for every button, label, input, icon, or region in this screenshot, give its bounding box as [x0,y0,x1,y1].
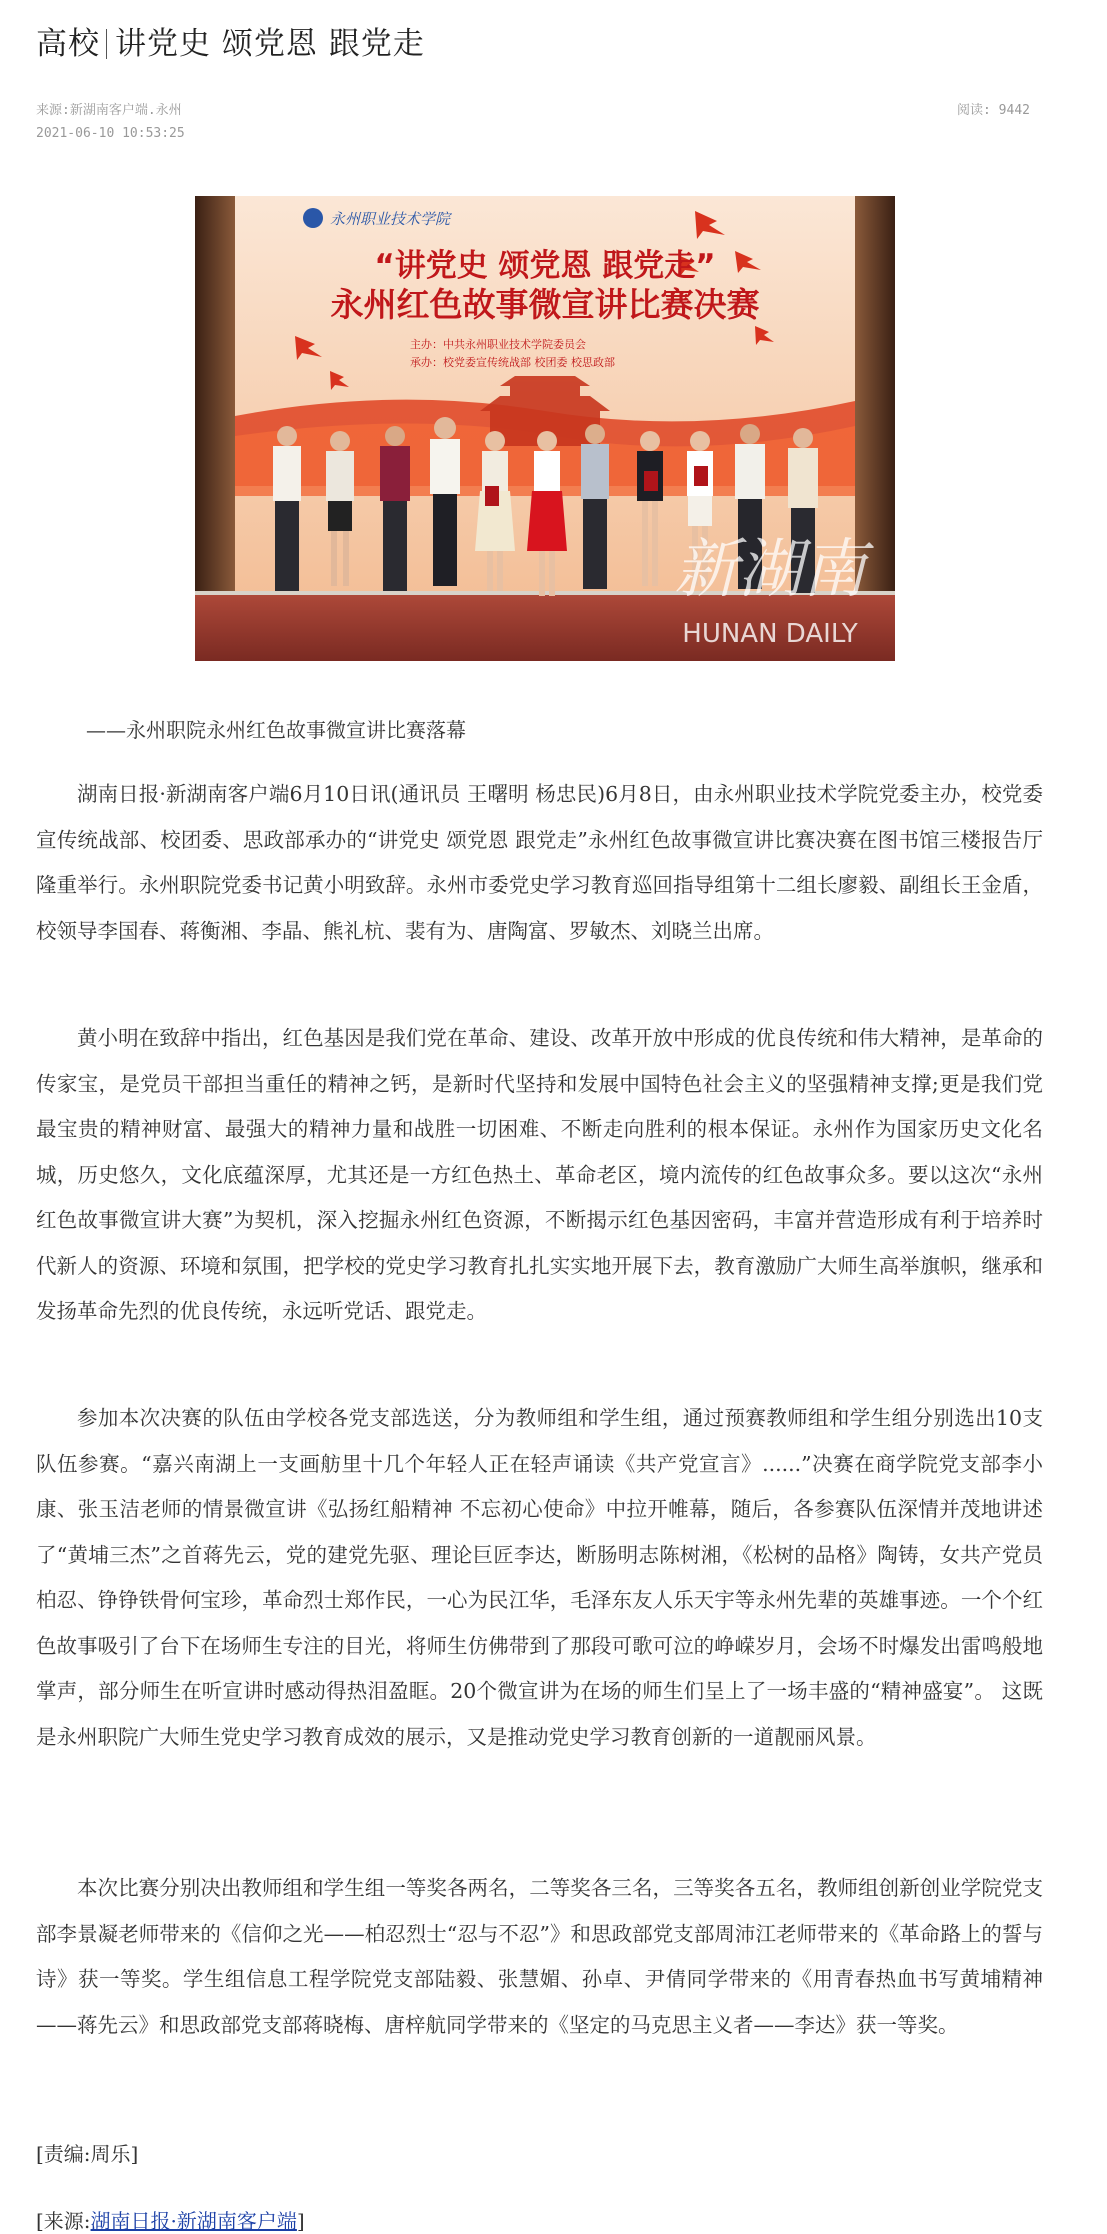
banner-line1: “讲党史 颂党恩 跟党走” [374,248,716,284]
paragraph-2: 黄小明在致辞中指出，红色基因是我们党在革命、建设、改革开放中形成的优良传统和伟大精神，是革命的传家宝，是党员干部担当重任的精神之钙，是新时代坚持和发展中国特色社会主义的坚强精神支撑;更是我们党最宝贵的精神财富、最强大的精神力量和战胜一切困难、不断走向胜利的根本保证。永州作为国家历史文化名城，历史悠久，文化底蕴深厚，尤其还是一方红色热土、革命老区，境内流传的红色故事众多。要以这次“永州红色故事微宣讲大赛”为契机，深入挖掘永州红色资源，不断揭示红色基因密码，丰富并营造形成有利于培养时代新人的资源、环境和氛围，把学校的党史学习教育扎扎实实地开展下去，教育激励广大师生高举旗帜，继承和发扬革命先烈的优良传统，永远听党话、跟党走。 [36,1026,1043,1323]
paragraph-4: 本次比赛分别决出教师组和学生组一等奖各两名，二等奖各三名，三等奖各五名，教师组创新创业学院党支部李景凝老师带来的《信仰之光——柏忍烈士“忍与不忍”》和思政部党支部周沛江老师带来的《革命路上的誓与诗》获一等奖。学生组信息工程学院党支部陆毅、张慧媚、孙卓、尹倩同学带来的《用青春热血书写黄埔精神——蒋先云》和思政部党支部蒋晓梅、唐梓航同学带来的《坚定的马克思主义者——李达》获一等奖。 [36,1876,1043,2037]
paragraph-1: 湖南日报·新湖南客户端6月10日讯(通讯员 王曙明 杨忠民)6月8日，由永州职业技术学院党委主办，校党委宣传统战部、校团委、思政部承办的“讲党史 颂党恩 跟党走”永州红色故事微宣讲比赛决赛在图书馆三楼报告厅隆重举行。永州职院党委书记黄小明致辞。永州市委党史学习教育巡回指导组第十二组长廖毅、副组长王金盾，校领导李国春、蒋衡湘、李晶、熊礼杭、裴有为、唐陶富、罗敏杰、刘晓兰出席。 [36,782,1043,943]
watermark-cn: 新湖南 [674,533,866,607]
paragraph-3: 参加本次决赛的队伍由学校各党支部选送，分为教师组和学生组，通过预赛教师组和学生组分别选出10支队伍参赛。“嘉兴南湖上一支画舫里十几个年轻人正在轻声诵读《共产党宣言》......”决赛在商学院党支部李小康、张玉洁老师的情景微宣讲《弘扬红船精神 不忘初心使命》中拉开帷幕，随后，各参赛队伍深情并茂地讲述了“黄埔三杰”之首蒋先云，党的建党先驱、理论巨匠李达，断肠明志陈树湘，《松树的品格》陶铸，女共产党员柏忍、铮铮铁骨何宝珍，革命烈士郑作民，一心为民江华，毛泽东友人乐天宇等永州先辈的英雄事迹。一个个红色故事吸引了台下在场师生专注的目光，将师生仿佛带到了那段可歌可泣的峥嵘岁月，会场不时爆发出雷鸣般地掌声，部分师生在听宣讲时感动得热泪盈眶。20个微宣讲为在场的师生们呈上了一场丰盛的“精神盛宴”。 这既是永州职院广大师生党史学习教育成效的展示，又是推动党史学习教育创新的一道靓丽风景。 [36,1406,1043,1749]
editor-credit: [责编:周乐] [36,2142,139,2166]
read-count: 阅读: 9442 [957,103,1030,118]
banner-host: 承办：校党委宣传统战部 校团委 校思政部 [410,356,615,369]
title-text: 讲党史 颂党恩 跟党走 [115,26,425,62]
source-suffix: ] [296,2209,305,2233]
publish-datetime: 2021-06-10 10:53:25 [36,126,185,141]
source-credit [36,2205,305,2234]
title-separator [106,29,107,59]
article-subtitle: ——永州职院永州红色故事微宣讲比赛落幕 [86,718,466,742]
source-prefix: [来源: [36,2209,91,2233]
banner-organizer: 主办：中共永州职业技术学院委员会 [410,338,586,351]
school-logo-text: 永州职业技术学院 [330,210,451,228]
title-category: 高校 [36,26,100,62]
event-photo [195,196,895,661]
source-link[interactable]: 湖南日报·新湖南客户端 [90,2209,297,2233]
watermark-en: HUNAN DAILY [682,619,858,649]
article-title [36,18,425,63]
banner-line2: 永州红色故事微宣讲比赛决赛 [330,285,760,324]
source-line: 来源:新湖南客户端.永州 [36,103,182,118]
